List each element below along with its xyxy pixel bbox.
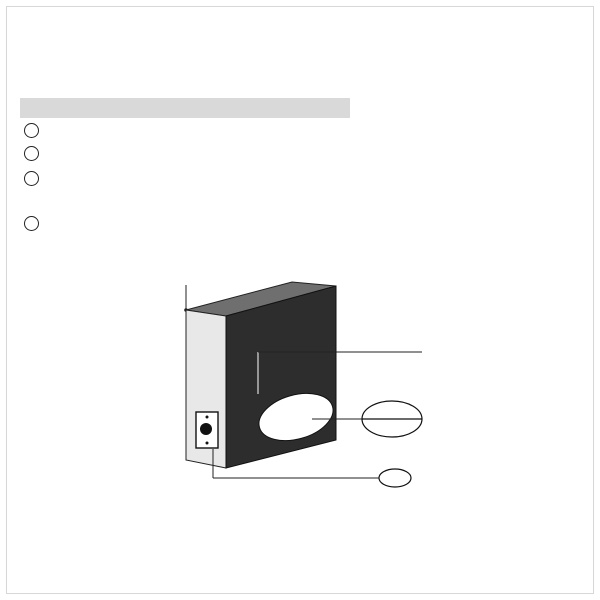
edge-screw-bottom [206, 442, 209, 445]
edge-bore-hole [200, 423, 212, 435]
edge-screw-top [206, 416, 209, 419]
edge-hole-ellipse [379, 469, 411, 487]
